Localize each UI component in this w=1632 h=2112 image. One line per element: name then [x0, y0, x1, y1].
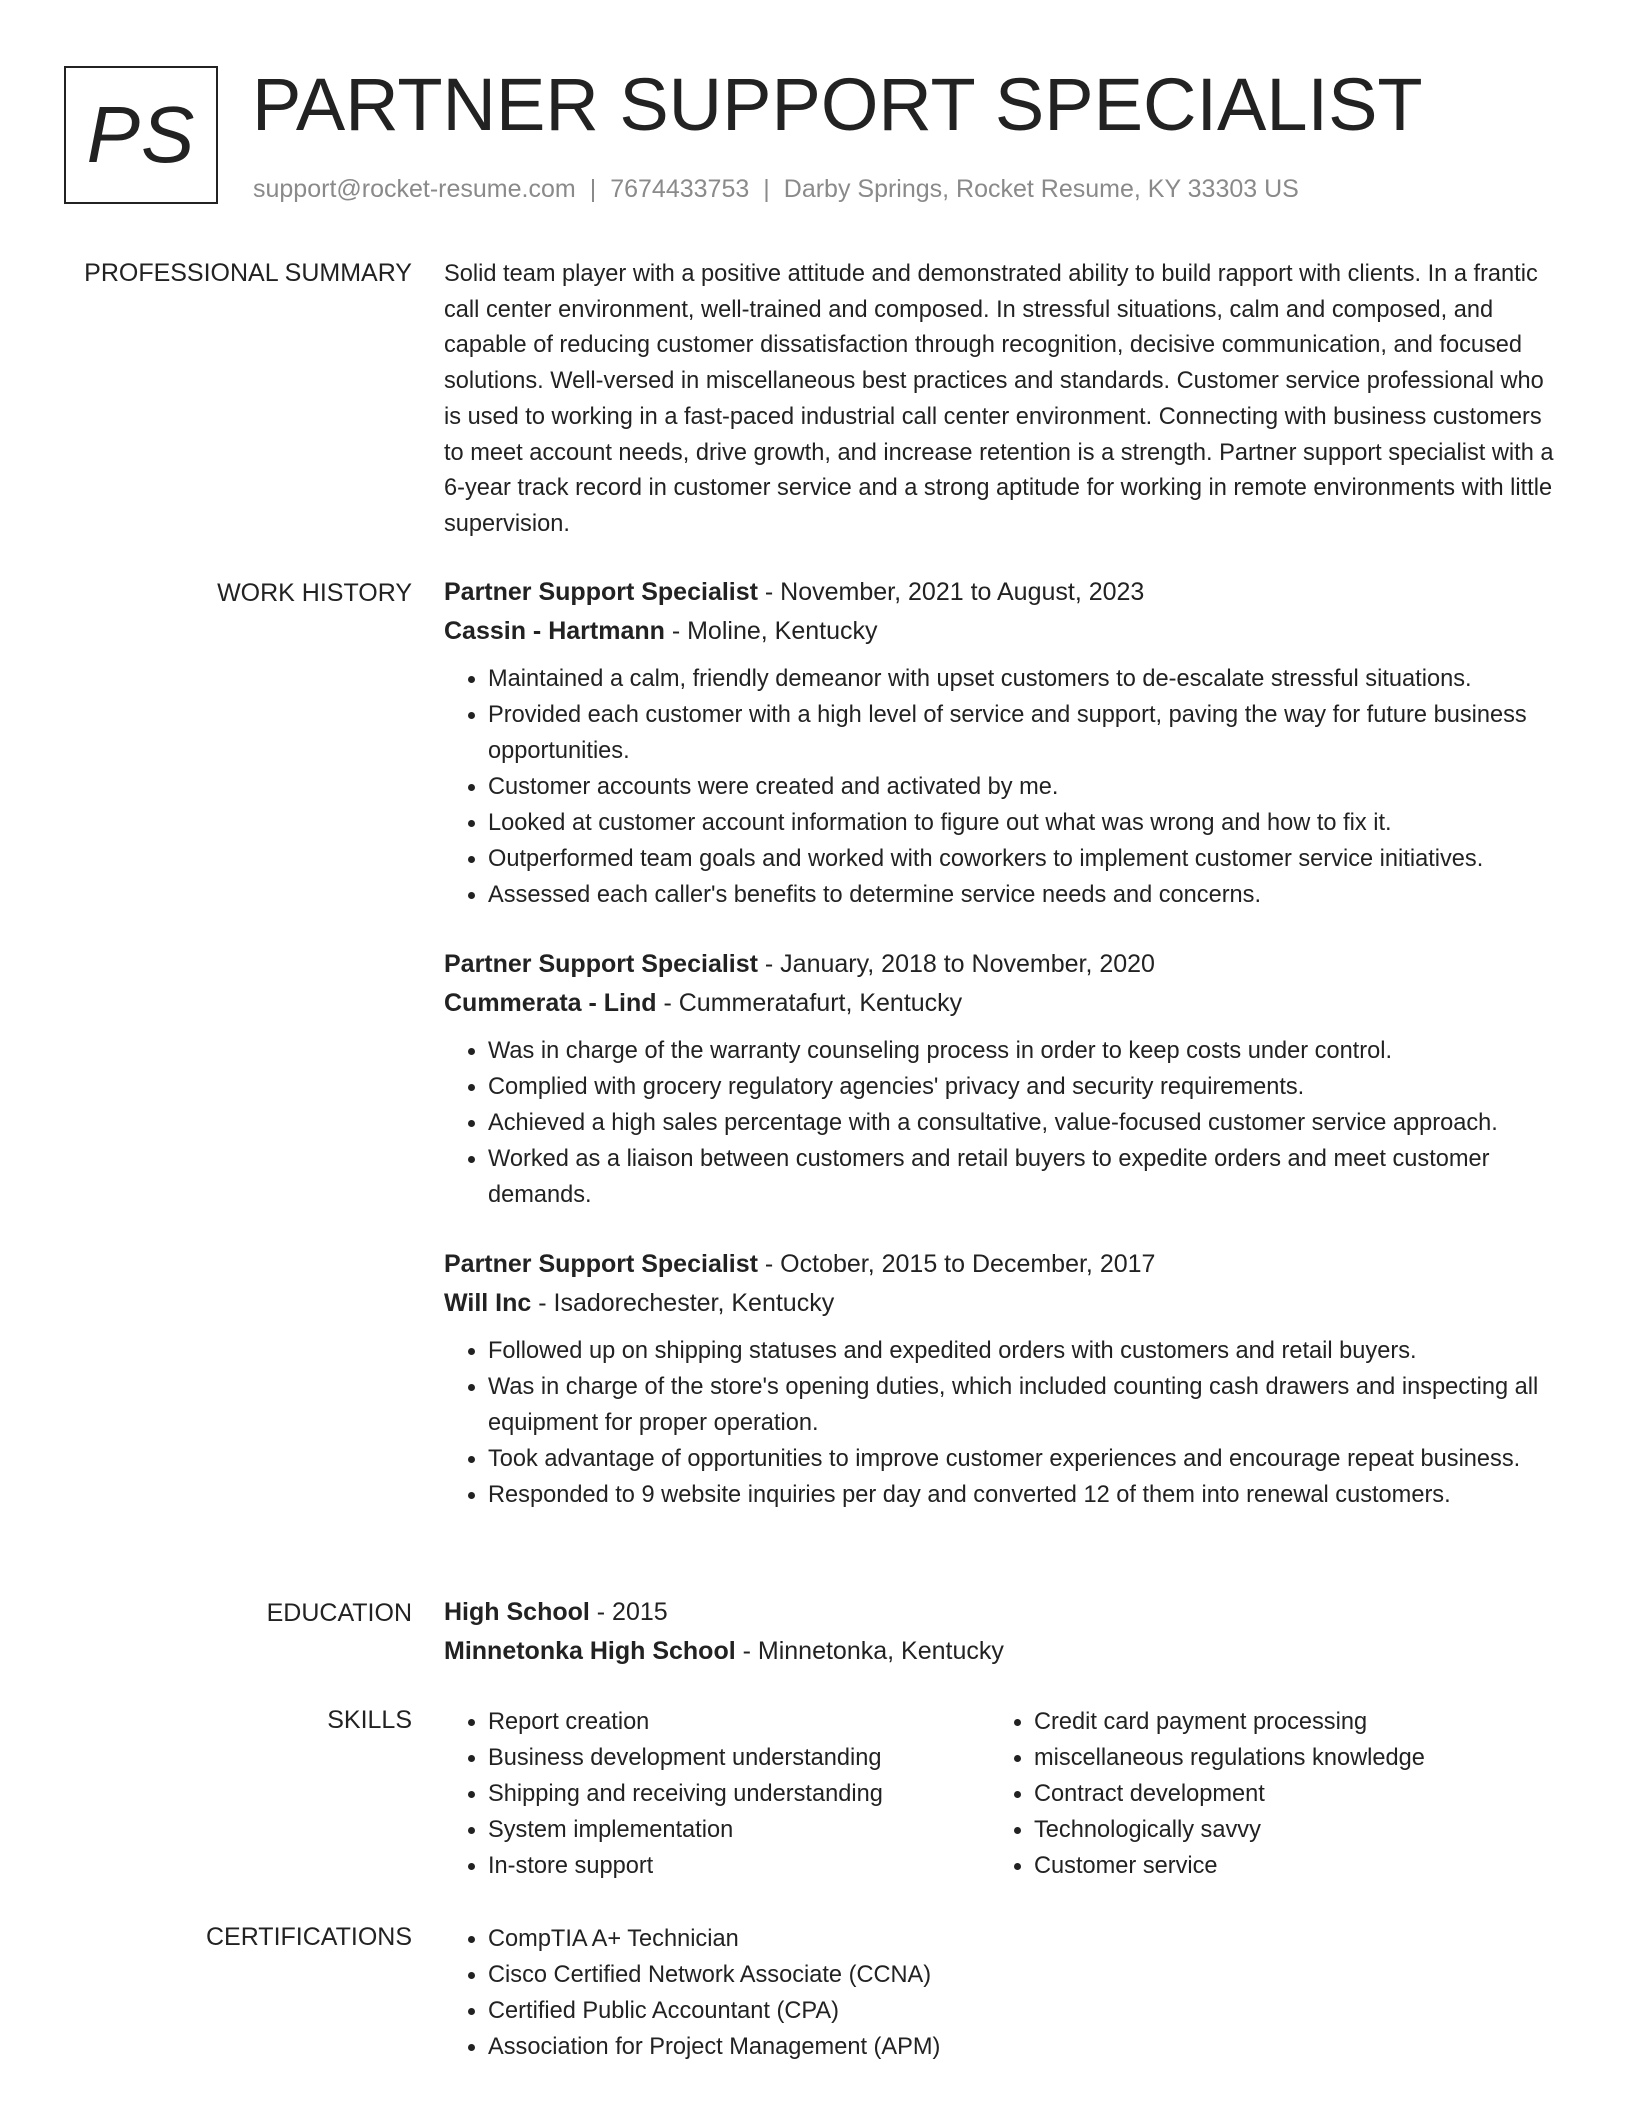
section-title-certifications: CERTIFICATIONS — [205, 1923, 412, 1951]
job-entry — [444, 1245, 1556, 1513]
summary-text: Solid team player with a positive attitude and demonstrated ability to build rapport with clients. In a frantic call center environment, well-trained and composed. In stressful situations, calm and composed, and capable of reducing customer dissatisfaction through recognition, decisive communication, and focused solutions. Well-versed in miscellaneous best practices and standards. Customer service professional who is used to working in a fast-paced industrial call center environment. Connecting with business customers to meet account needs, drive growth, and increase retention is a strength. Partner support specialist with a 6-year track record in customer service and a strong aptitude for working in remote environments with little supervision. — [444, 261, 1554, 537]
certifications-body — [444, 1921, 1556, 2065]
list-item: • Was in charge of the warranty counseling process in order to keep costs under control. — [488, 1033, 1556, 1069]
list-item: • Credit card payment processing — [1034, 1704, 1536, 1740]
job-location: - Isadorechester, Kentucky — [531, 1289, 835, 1317]
list-item: • Technologically savvy — [1034, 1812, 1536, 1848]
education-year: - 2015 — [589, 1598, 668, 1626]
list-item: • System implementation — [488, 1812, 990, 1848]
page-title: PARTNER SUPPORT SPECIALIST — [252, 63, 1423, 146]
list-item: • Business development understanding — [488, 1740, 990, 1776]
list-item: • Responded to 9 website inquiries per day and converted 12 of them into renewal customers. — [488, 1477, 1556, 1513]
skills-column-right — [990, 1704, 1536, 1884]
job-role: Partner Support Specialist — [444, 1250, 758, 1278]
monogram-logo: PS — [64, 66, 218, 204]
list-item: • CompTIA A+ Technician — [488, 1921, 1556, 1957]
work-history-body — [444, 573, 1556, 1545]
job-title-line — [444, 1245, 1556, 1284]
resume-header — [64, 63, 1584, 208]
job-entry — [444, 945, 1556, 1213]
education-degree: High School — [444, 1598, 590, 1626]
list-item: • Followed up on shipping statuses and expedited orders with customers and retail buyers. — [488, 1333, 1556, 1369]
list-item: • miscellaneous regulations knowledge — [1034, 1740, 1536, 1776]
job-location: - Cummeratafurt, Kentucky — [656, 989, 963, 1017]
list-item: • Maintained a calm, friendly demeanor with upset customers to de-escalate stressful situations. — [488, 661, 1556, 697]
summary-body — [444, 257, 1556, 543]
education-body — [444, 1593, 1556, 1671]
list-item: • Customer accounts were created and activated by me. — [488, 769, 1556, 805]
job-company-line — [444, 612, 1556, 651]
list-item: • Contract development — [1034, 1776, 1536, 1812]
list-item: • Cisco Certified Network Associate (CCNA) — [488, 1957, 1556, 1993]
job-title-line — [444, 945, 1556, 984]
job-dates: - January, 2018 to November, 2020 — [757, 950, 1155, 978]
list-item: • Complied with grocery regulatory agencies' privacy and security requirements. — [488, 1069, 1556, 1105]
list-item: • Certified Public Accountant (CPA) — [488, 1993, 1556, 2029]
skills-body — [444, 1704, 1556, 1884]
section-title-work-history: WORK HISTORY — [217, 579, 412, 607]
job-company-line — [444, 984, 1556, 1023]
section-title-summary: PROFESSIONAL SUMMARY — [84, 259, 412, 287]
job-role: Partner Support Specialist — [444, 578, 758, 606]
job-company: Cassin - Hartmann — [444, 617, 665, 645]
list-item: • Association for Project Management (APM) — [488, 2029, 1556, 2065]
section-title-skills: SKILLS — [327, 1706, 412, 1734]
list-item: • Outperformed team goals and worked with coworkers to implement customer service initiatives. — [488, 841, 1556, 877]
job-bullets — [444, 1333, 1556, 1513]
list-item: • In-store support — [488, 1848, 990, 1884]
education-school: Minnetonka High School — [444, 1637, 736, 1665]
education-degree-line — [444, 1593, 1556, 1632]
list-item: • Provided each customer with a high level of service and support, paving the way for future business opportunities. — [488, 697, 1556, 769]
list-item: • Achieved a high sales percentage with a consultative, value-focused customer service approach. — [488, 1105, 1556, 1141]
certifications-list — [444, 1921, 1556, 2065]
education-location: - Minnetonka, Kentucky — [735, 1637, 1004, 1665]
job-entry — [444, 573, 1556, 913]
list-item: • Report creation — [488, 1704, 990, 1740]
contact-address: Darby Springs, Rocket Resume, KY 33303 US — [783, 175, 1299, 203]
contact-line — [253, 174, 1299, 204]
contact-email[interactable]: support@rocket-resume.com — [253, 175, 576, 203]
list-item: • Customer service — [1034, 1848, 1536, 1884]
list-item: • Worked as a liaison between customers and retail buyers to expedite orders and meet customer demands. — [488, 1141, 1556, 1213]
job-company-line — [444, 1284, 1556, 1323]
job-dates: - October, 2015 to December, 2017 — [757, 1250, 1156, 1278]
contact-separator: | — [589, 175, 597, 203]
section-title-education: EDUCATION — [266, 1599, 412, 1627]
skills-list-left — [444, 1704, 990, 1884]
list-item: • Was in charge of the store's opening duties, which included counting cash drawers and inspecting all equipment for proper operation. — [488, 1369, 1556, 1441]
contact-separator: | — [763, 175, 770, 203]
list-item: • Shipping and receiving understanding — [488, 1776, 990, 1812]
job-role: Partner Support Specialist — [444, 950, 758, 978]
skills-columns — [444, 1704, 1556, 1884]
job-title-line — [444, 573, 1556, 612]
job-bullets — [444, 1033, 1556, 1213]
education-school-line — [444, 1632, 1556, 1671]
job-dates: - November, 2021 to August, 2023 — [757, 578, 1145, 606]
job-location: - Moline, Kentucky — [664, 617, 878, 645]
contact-phone[interactable]: 7674433753 — [610, 175, 750, 203]
job-bullets — [444, 661, 1556, 913]
list-item: • Assessed each caller's benefits to determine service needs and concerns. — [488, 877, 1556, 913]
list-item: • Looked at customer account information to figure out what was wrong and how to fix it. — [488, 805, 1556, 841]
job-company: Cummerata - Lind — [444, 989, 657, 1017]
skills-column-left — [444, 1704, 990, 1884]
skills-list-right — [990, 1704, 1536, 1884]
job-company: Will Inc — [444, 1289, 532, 1317]
list-item: • Took advantage of opportunities to improve customer experiences and encourage repeat business. — [488, 1441, 1556, 1477]
